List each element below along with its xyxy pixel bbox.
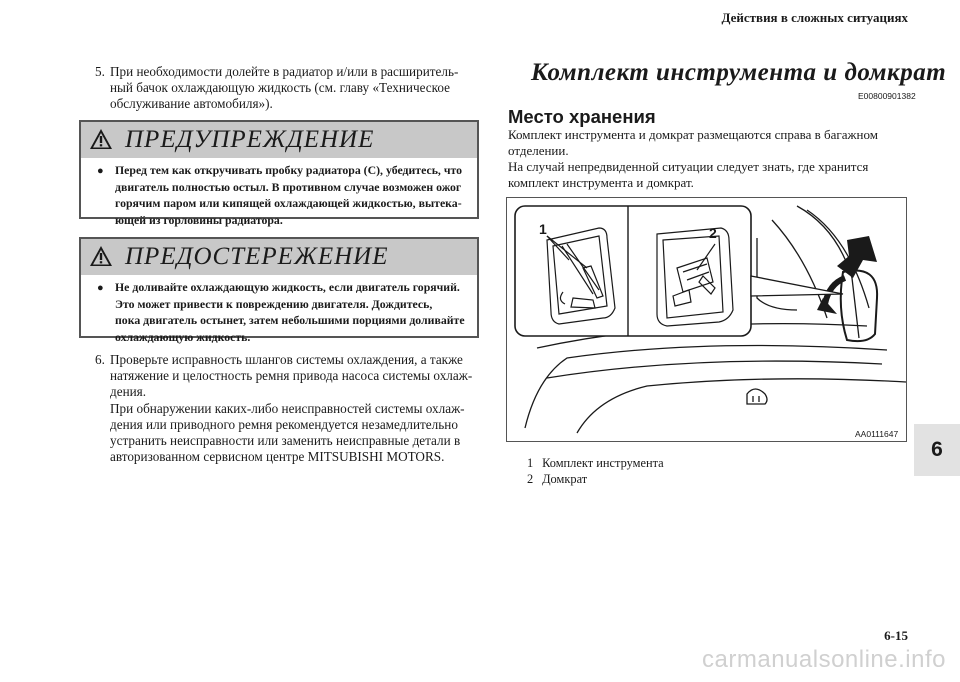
legend-item (527, 472, 664, 488)
step-5-number: 5. (95, 64, 105, 79)
step-6-line: устранить неисправности или заменить неисправные детали в (110, 433, 461, 449)
legend-number: 2 (527, 471, 534, 486)
warning-header (81, 122, 477, 158)
step-5-line: При необходимости долейте в радиатор и/или в расширитель- (110, 64, 459, 79)
warning-body (81, 158, 477, 234)
step-6-line: дения. (110, 384, 147, 400)
caution-line: Не доливайте охлаждающую жидкость, если двигатель горячий. (115, 280, 460, 294)
trunk-drawing (507, 198, 906, 441)
legend-label: Домкрат (542, 471, 588, 486)
caution-title: ПРЕДОСТЕРЕЖЕНИЕ (125, 243, 389, 270)
caution-triangle-icon (89, 245, 113, 267)
step-6-line: авторизованном сервисном центре MITSUBISHI MOTORS. (110, 449, 445, 465)
warning-line: ющей из горловины радиатора. (115, 212, 283, 227)
step-5-line: ный бачок охлаждающую жидкость (см. главу «Техническое (110, 80, 450, 96)
warning-line: Перед тем как откручивать пробку радиатора (C), убедитесь, что (115, 163, 463, 177)
figure-code: AA0111647 (855, 429, 899, 439)
legend-number: 1 (527, 456, 534, 470)
storage-paragraph-2 (508, 159, 908, 191)
caution-line: пока двигатель остынет, затем небольшими порциями доливайте (115, 313, 465, 328)
bullet-icon: ● (97, 165, 104, 177)
legend-item (527, 456, 664, 472)
warning-triangle-icon (89, 128, 113, 150)
caution-line: охлаждающую жидкость. (115, 329, 251, 344)
step-6-number: 6. (95, 352, 105, 367)
warning-box (79, 120, 479, 227)
bullet-icon: ● (97, 282, 104, 294)
warning-title: ПРЕДУПРЕЖДЕНИЕ (125, 126, 375, 153)
warning-line: горячим паром или кипящей охлаждающей жидкостью, вытека- (115, 196, 462, 211)
step-5 (95, 64, 485, 113)
step-6-line: При обнаружении каких-либо неисправностей системы охлаж- (110, 400, 465, 416)
step-5-line: обслуживание автомобиля»). (110, 96, 273, 112)
paragraph-line: отделении. (508, 142, 569, 158)
trunk-illustration (506, 197, 907, 442)
legend-label: Комплект инструмента (542, 456, 664, 470)
chapter-tab: 6 (914, 424, 960, 476)
callout-1: 1 (539, 221, 547, 237)
callout-2: 2 (709, 225, 717, 241)
step-6 (95, 352, 487, 465)
step-6-line: дения или приводного ремня рекомендуется незамедлительно (110, 416, 458, 432)
step-6-line: натяжение и целостность ремня привода насоса системы охлаж- (110, 368, 473, 384)
storage-paragraph-1 (508, 127, 908, 159)
section-title: Комплект инструмента и домкрат (531, 59, 947, 86)
caution-header (81, 239, 477, 275)
caution-line: Это может привести к повреждению двигателя. Дождитесь, (115, 296, 433, 311)
page-number: 6-15 (884, 628, 908, 643)
section-code: E00800901382 (858, 91, 916, 101)
warning-line: двигатель полностью остыл. В противном случае возможен ожог (115, 179, 462, 194)
caution-box (79, 237, 479, 344)
subsection-title: Место хранения (508, 106, 656, 127)
running-header: Действия в сложных ситуациях (721, 10, 908, 25)
paragraph-line: комплект инструмента и домкрат. (508, 174, 694, 190)
step-6-line: Проверьте исправность шлангов системы охлаждения, а также (110, 352, 463, 367)
paragraph-line: На случай непредвиденной ситуации следует знать, где хранится (508, 159, 869, 174)
watermark: carmanualsonline.info (702, 646, 946, 673)
caution-body (81, 275, 477, 351)
figure-legend (527, 456, 664, 487)
paragraph-line: Комплект инструмента и домкрат размещаются справа в багажном (508, 127, 878, 142)
